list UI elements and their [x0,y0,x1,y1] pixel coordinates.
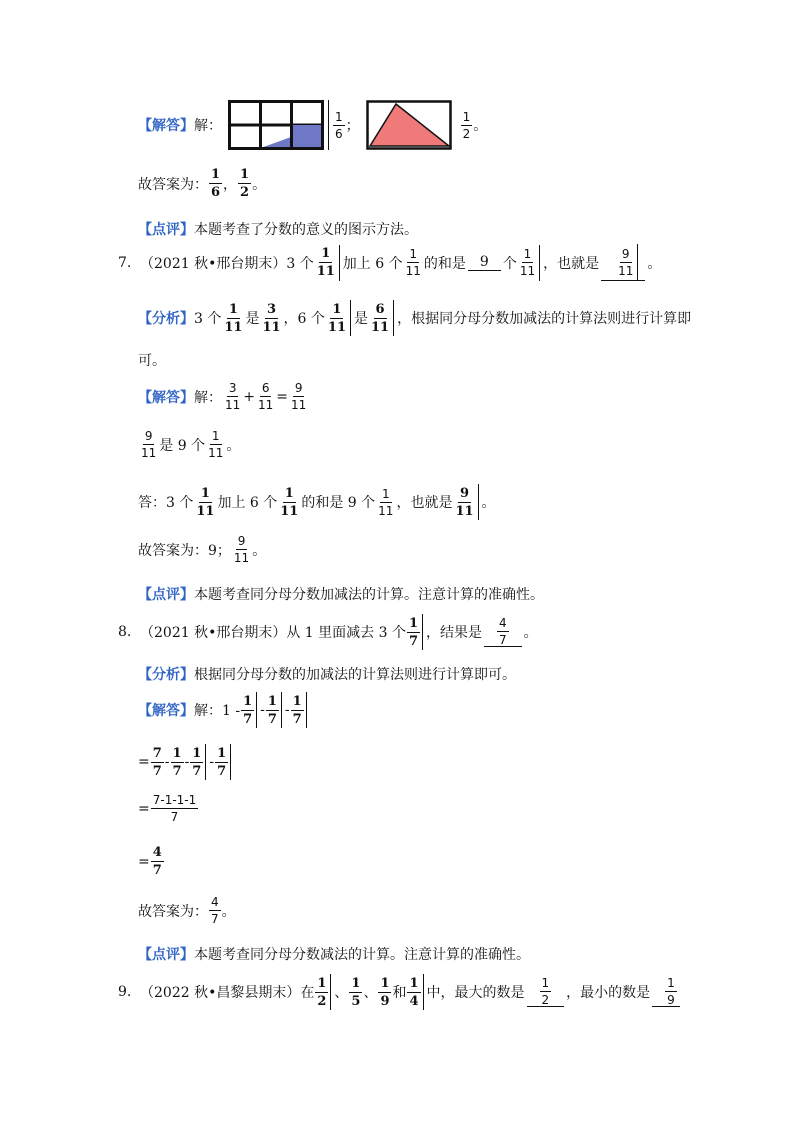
fraction-denominator: 11 [519,264,536,278]
question-7-analysis [138,300,691,336]
fraction-denominator: 11 [196,503,215,519]
text-segment: = [138,754,150,770]
fraction [326,303,348,334]
fraction [266,695,279,726]
fraction-denominator: 7 [211,912,219,926]
text-segment: 从 1 里面减去 3 个 [286,625,406,641]
text-segment: 解：1 - [194,703,241,719]
text-segment: - [164,754,170,770]
fraction-one-sixth [209,168,222,199]
fraction-denominator: 11 [378,503,394,518]
fraction-denominator: 11 [371,319,390,335]
fraction-numerator: 1 [292,693,302,709]
block6-final-answer [138,168,266,199]
text-segment: - [284,702,290,718]
fraction [151,747,164,778]
section-tag: 【解答】 [138,389,194,406]
fraction-denominator: 7 [152,763,162,779]
text-segment: ，最小的数是 [566,985,651,1001]
fraction-denominator: 7 [408,633,419,649]
vertical-bar-mark [256,692,257,728]
text-segment: 和 [392,985,407,1001]
question-number: 7. [118,254,132,271]
fraction-denominator: 11 [291,398,307,412]
text-segment: 是 [354,311,368,327]
fraction-denominator: 7 [292,711,302,727]
fraction-numerator: 1 [211,429,220,443]
fraction [232,535,251,564]
question-7-solution [138,382,309,411]
text-segment: - [184,754,190,770]
text-segment: 。 [226,437,241,454]
fraction [171,747,184,778]
fraction-denominator: 11 [258,398,274,412]
fraction [190,747,203,778]
fraction [194,487,216,518]
fraction-denominator: 11 [618,263,634,278]
fraction-numerator: 1 [192,745,202,761]
fraction-numerator: 1 [211,167,221,182]
fraction [215,747,228,778]
fraction-denominator: 11 [316,264,335,279]
fraction [151,794,199,823]
fraction-numerator: 1 [217,745,227,761]
rectangle-triangle-diagram-one-half [366,100,452,150]
fraction [369,303,391,334]
fraction-numerator: 1 [317,975,327,991]
fraction-numerator: 7-1-1-1 [152,793,197,807]
fraction [222,303,244,334]
fraction-denominator: 7 [172,763,182,779]
fraction [291,695,304,726]
fraction-denominator: 7 [217,763,227,779]
vertical-bar-mark [423,974,424,1010]
text-segment: 解： [194,389,222,406]
text-segment: 本题考查了分数的意义的图示方法。 [194,222,418,238]
vertical-bar-mark [328,100,329,150]
answer-blank-2 [601,244,645,281]
text-segment: = [138,853,150,870]
question-7-solution-line2 [138,430,240,459]
fraction-denominator: 7 [267,711,277,727]
question-8-step3 [138,846,165,877]
fraction-denominator: 11 [224,319,243,335]
fraction [404,248,423,277]
question-8 [118,614,538,650]
text-segment: 在 [300,985,315,1001]
text-segment: 。 [481,495,496,511]
fraction [540,977,552,1006]
fraction-numerator: 1 [240,167,250,182]
vertical-bar-mark [637,244,638,280]
vertical-bar-mark [478,484,479,520]
question-number: 9. [118,984,132,1000]
answer-blank-1 [468,254,501,271]
fraction-denominator: 7 [152,863,162,878]
vertical-bar-mark [393,300,394,336]
answer-blank [484,617,522,647]
fraction [518,248,537,277]
fraction-denominator: 11 [327,319,346,335]
question-8-solution [138,692,310,728]
fraction-numerator: 1 [541,976,550,990]
block6-review [138,219,418,239]
text-segment: 。 [523,625,538,641]
fraction-numerator: 1 [332,301,342,317]
fraction [139,430,158,459]
fraction [260,303,282,334]
fraction-denominator: 2 [462,126,471,141]
text-segment: 3 个 [286,255,314,272]
fraction-numerator: 1 [228,301,238,317]
text-segment: 故答案为：9； [138,542,231,559]
fraction-numerator: 3 [266,301,277,317]
fraction [223,382,242,411]
vertical-bar-mark [205,744,206,780]
fraction [315,977,328,1008]
fraction [349,977,362,1008]
fraction-numerator: 1 [351,975,361,991]
fraction-denominator: 2 [541,993,550,1007]
text-segment: = [276,388,289,405]
question-9 [118,974,682,1010]
question-number: 8. [118,624,132,640]
text-segment: 、 [334,985,349,1001]
text-segment: 本题考查同分母分数减法的计算。注意计算的准确性。 [194,947,530,963]
text-segment: 答：3 个 [138,495,194,511]
fraction-numerator: 1 [243,693,253,709]
fraction-numerator: 6 [375,301,385,317]
section-tag: 【分析】 [138,311,194,327]
fraction [289,382,308,411]
text-segment: 是 9 个 [159,437,206,454]
question-7-analysis-cont [138,350,166,370]
text-segment: ，结果是 [426,625,483,641]
fraction-denominator: 6 [211,185,221,200]
solve-label: 解： [194,118,222,134]
text-segment: 。 [647,255,662,272]
fraction-one-half [461,111,473,140]
fraction-numerator: 9 [237,534,246,548]
vertical-bar-mark [230,744,231,780]
fraction-numerator: 1 [284,485,294,501]
fraction-numerator: 1 [667,976,675,990]
section-tag: 【点评】 [138,947,194,963]
fraction-numerator: 1 [267,693,277,709]
vertical-bar-mark [539,245,540,281]
fraction-denominator: 11 [233,551,250,565]
vertical-bar-mark [350,300,351,336]
fraction [453,487,475,518]
fraction-numerator: 1 [335,109,343,124]
text-segment: （2021 秋•邢台期末） [140,625,287,641]
fraction-numerator: 1 [381,486,390,501]
question-7-reply [138,484,496,520]
fraction-numerator: 4 [152,845,162,860]
text-segment: 是 [245,311,260,327]
fraction-denominator: 11 [280,503,299,519]
fraction-numerator: 1 [380,975,390,991]
fraction-denominator: 2 [317,993,327,1009]
fraction [209,896,221,925]
question-7-review [138,584,544,604]
fraction [665,977,677,1006]
section-tag: 【点评】 [138,222,194,238]
fraction-numerator: 6 [261,381,270,395]
fraction [315,247,337,278]
fraction-denominator: 11 [141,446,157,460]
fraction-numerator: 1 [409,975,419,991]
text-segment: 中，最大的数是 [426,985,525,1001]
answer-blank-min [652,977,680,1007]
fraction [378,977,391,1008]
fraction-numerator: 1 [321,246,331,261]
text-segment: ，也就是 [543,255,600,272]
question-8-analysis [138,664,516,684]
block6-answer-line [138,100,487,150]
answer-blank-max [527,977,565,1007]
text-segment: 。 [252,542,267,559]
text-segment: 。 [252,176,267,193]
fraction-denominator: 11 [208,446,224,460]
fraction-denominator: 7 [499,633,507,647]
fraction-denominator: 2 [240,185,250,200]
answer-tag: 【解答】 [138,118,194,134]
answer-value: 9 [479,254,489,270]
fraction-denominator: 5 [351,993,361,1009]
fraction-numerator: 4 [211,895,219,909]
fraction [407,977,420,1008]
fraction-one-half [238,168,251,199]
question-7-final [138,535,266,564]
fraction-denominator: 9 [380,993,390,1009]
fraction-numerator: 1 [409,247,418,261]
fraction-denominator: 11 [225,398,241,412]
section-tag: 【解答】 [138,703,194,719]
text-segment: + [243,388,256,405]
text-segment: = [138,800,150,817]
text-segment: （2021 秋•邢台期末） [140,255,287,272]
vertical-bar-mark [330,974,331,1010]
fraction-numerator: 9 [294,381,303,395]
text-segment: 本题考查同分母分数加减法的计算。注意计算的准确性。 [194,587,544,603]
fraction-denominator: 11 [405,264,421,278]
question-8-review [138,944,530,964]
text-segment: ，也就是 [396,495,453,511]
vertical-bar-mark [306,692,307,728]
fraction-numerator: 7 [152,745,162,761]
text-segment: 加上 6 个 [342,255,403,272]
text-segment: 加上 6 个 [217,495,278,511]
fraction-denominator: 4 [409,993,419,1009]
vertical-bar-mark [339,245,340,281]
fraction-numerator: 9 [144,429,153,443]
fraction-denominator: 11 [455,503,474,519]
fraction [278,487,300,518]
text-segment: 。 [473,118,488,134]
fraction-denominator: 7 [170,810,179,824]
fraction-denominator: 7 [243,711,253,727]
text-segment: 3 个 [194,311,222,327]
question-8-step2 [138,794,199,823]
fraction [241,695,254,726]
fraction [151,846,164,877]
fraction-denominator: 7 [192,763,202,779]
grid-diagram-one-sixth [228,100,324,150]
question-8-final [138,896,236,925]
text-segment: - [209,754,215,770]
text-segment: ，根据同分母分数加减法的计算法则进行计算即 [397,311,692,327]
section-tag: 【分析】 [138,667,194,683]
section-tag: 【点评】 [138,587,194,603]
text-segment: 故答案为： [138,903,208,920]
fraction [256,382,275,411]
fraction [407,617,420,648]
text-segment: 。 [221,903,236,920]
text-segment: 的和是 [423,255,466,272]
fraction-numerator: 1 [172,745,182,761]
fraction-numerator: 4 [499,616,507,630]
text-segment: （2022 秋•昌黎县期末） [140,985,301,1001]
fraction-denominator: 6 [335,126,343,141]
text-segment: ，6 个 [283,311,325,327]
text-segment: ； [345,118,360,134]
text-segment: 根据同分母分数的加减法的计算法则进行计算即可。 [194,667,516,683]
fraction [616,248,635,277]
fraction-one-sixth [333,111,345,140]
fraction-numerator: 1 [462,109,471,124]
question-8-step1 [138,744,234,780]
text-segment: 、 [363,985,378,1001]
question-7 [118,244,661,281]
text-segment: 故答案为： [138,176,208,193]
fraction-numerator: 1 [523,247,532,261]
fraction [376,488,395,517]
fraction [497,617,509,646]
fraction-numerator: 1 [408,615,419,631]
fraction-numerator: 9 [621,246,630,261]
vertical-bar-mark [281,692,282,728]
text-segment: 可。 [138,353,166,369]
text-segment: - [260,702,265,718]
fraction-numerator: 9 [459,485,470,501]
fraction-numerator: 3 [228,381,237,395]
fraction [206,430,225,459]
fraction-denominator: 11 [262,319,281,335]
text-segment: 的和是 9 个 [301,495,376,511]
fraction-denominator: 9 [667,993,675,1007]
vertical-bar-mark [422,614,423,650]
text-segment: 个 [502,255,517,272]
fraction-numerator: 1 [200,485,210,501]
text-segment: ， [223,176,238,193]
